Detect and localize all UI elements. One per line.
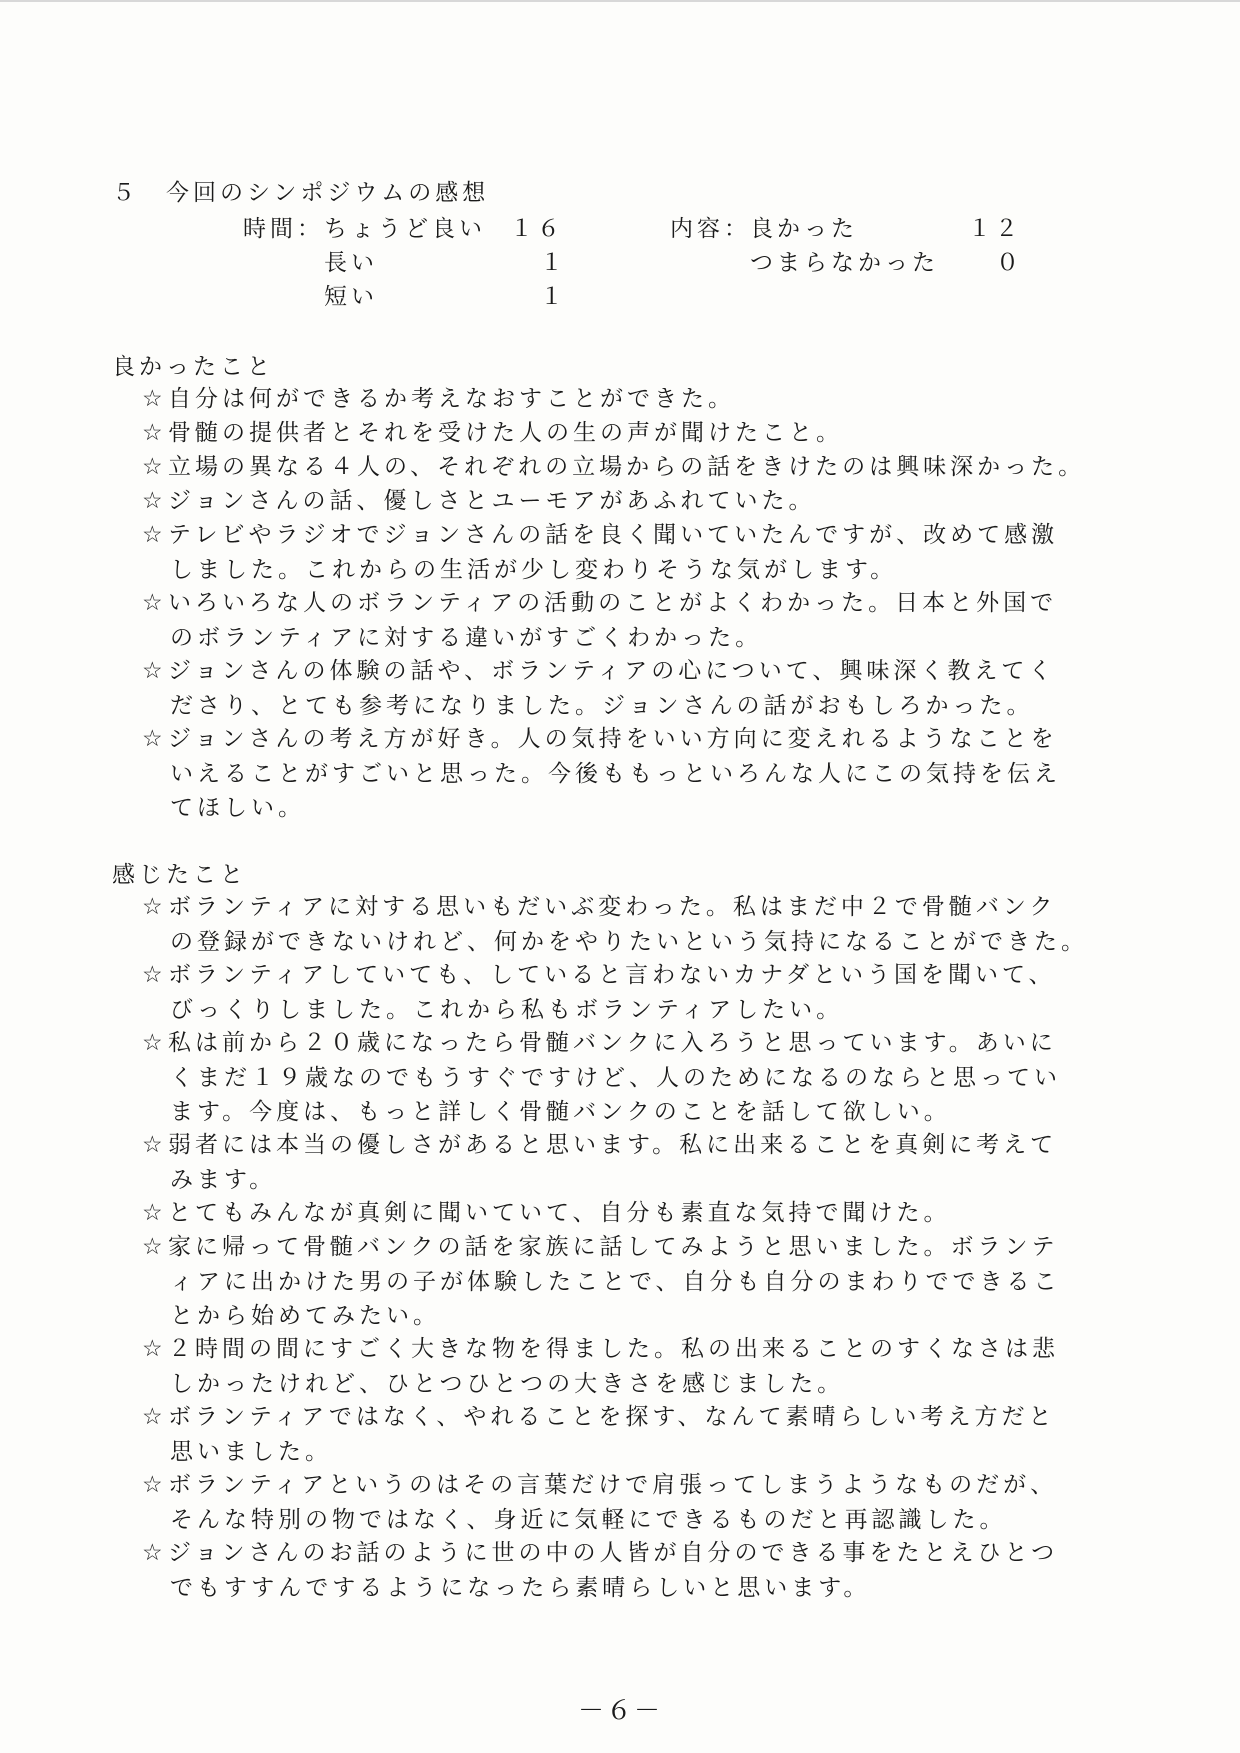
good-section-title: 良かったこと (112, 354, 274, 380)
time-option-count: １ (540, 284, 567, 310)
time-label: 時間： (243, 216, 324, 242)
time-option-label: ちょうど良い (324, 216, 486, 242)
list-item: ☆ ジョンさんの体験の話や、ボランティアの心について、興味深く教えてく ださり、とても参考になりました。ジョンさんの話がおもしろかった。 (142, 658, 1056, 719)
list-item: ☆ 立場の異なる４人の、それぞれの立場からの話をきけたのは興味深かった。 (142, 454, 1086, 480)
star-icon: ☆ (142, 590, 163, 616)
list-item: ☆ ジョンさんの考え方が好き。人の気持をいい方向に変えれるようなことを いえることがすごいと思った。今後ももっといろんな人にこの気持を伝え てほしい。 (142, 726, 1061, 821)
star-icon: ☆ (142, 1540, 163, 1566)
star-icon: ☆ (142, 522, 163, 548)
content-option-label: つまらなかった (750, 250, 939, 276)
list-item: ☆ テレビやラジオでジョンさんの話を良く聞いていたんですが、改めて感激 しました。これからの生活が少し変わりそうな気がします。 (142, 522, 1059, 583)
list-item: ☆ ボランティアしていても、していると言わないカナダという国を聞いて、 びっくりしました。これから私もボランティアしたい。 (142, 962, 1056, 1023)
list-item: ☆ ジョンさんの話、優しさとユーモアがあふれていた。 (142, 488, 816, 514)
star-icon: ☆ (142, 420, 163, 446)
page-number: －６－ (577, 1696, 662, 1726)
star-icon: ☆ (142, 1030, 163, 1056)
content-label: 内容： (670, 216, 751, 242)
star-icon: ☆ (142, 454, 163, 480)
list-item: ☆ 自分は何ができるか考えなおすことができた。 (142, 386, 735, 412)
list-item: ☆ ボランティアに対する思いもだいぶ変わった。私はまだ中２で骨髄バンク の登録ができないけれど、何かをやりたいという気持になることができた。 (142, 894, 1088, 955)
list-item: ☆ いろいろな人のボランティアの活動のことがよくわかった。日本と外国で のボランティアに対する違いがすごくわかった。 (142, 590, 1058, 651)
star-icon: ☆ (142, 1472, 163, 1498)
time-option-count: １ (540, 250, 567, 276)
star-icon: ☆ (142, 726, 163, 752)
star-icon: ☆ (142, 386, 163, 412)
star-icon: ☆ (142, 962, 163, 988)
star-icon: ☆ (142, 894, 163, 920)
section-heading: ５ 今回のシンポジウムの感想 (112, 180, 490, 206)
time-option-count: １６ (510, 216, 564, 242)
scan-edge (0, 0, 1240, 2)
star-icon: ☆ (142, 1234, 163, 1260)
list-item: ☆ ジョンさんのお話のように世の中の人皆が自分のできる事をたとえひとつ でもすすんでするようになったら素晴らしいと思います。 (142, 1540, 1059, 1601)
felt-section-title: 感じたこと (112, 862, 247, 888)
list-item: ☆ とてもみんなが真剣に聞いていて、自分も素直な気持で聞けた。 (142, 1200, 951, 1226)
time-option-label: 短い (324, 284, 378, 310)
star-icon: ☆ (142, 1200, 163, 1226)
star-icon: ☆ (142, 488, 163, 514)
content-option-count: １２ (968, 216, 1022, 242)
list-item: ☆ ２時間の間にすごく大きな物を得ました。私の出来ることのすくなさは悲 しかったけれど、ひとつひとつの大きさを感じました。 (142, 1336, 1059, 1397)
list-item: ☆ 弱者には本当の優しさがあると思います。私に出来ることを真剣に考えて みます。 (142, 1132, 1058, 1193)
star-icon: ☆ (142, 1336, 163, 1362)
list-item: ☆ 骨髄の提供者とそれを受けた人の生の声が聞けたこと。 (142, 420, 843, 446)
list-item: ☆ 私は前から２０歳になったら骨髄バンクに入ろうと思っています。あいに くまだ１９歳なのでもうすぐですけど、人のためになるのならと思ってい ます。今度は、もっと詳しく骨髄バンクのことを話して欲しい。 (142, 1030, 1061, 1125)
star-icon: ☆ (142, 658, 163, 684)
list-item: ☆ 家に帰って骨髄バンクの話を家族に話してみようと思いました。ボランテ ィアに出かけた男の子が体験したことで、自分も自分のまわりでできるこ とから始めてみたい。 (142, 1234, 1061, 1329)
content-option-count: ０ (996, 250, 1023, 276)
list-item: ☆ ボランティアというのはその言葉だけで肩張ってしまうようなものだが、 そんな特別の物ではなく、身近に気軽にできるものだと再認識した。 (142, 1472, 1058, 1533)
content-option-label: 良かった (750, 216, 858, 242)
time-option-label: 長い (324, 250, 378, 276)
list-item: ☆ ボランティアではなく、やれることを探す、なんて素晴らしい考え方だと 思いました。 (142, 1404, 1056, 1465)
star-icon: ☆ (142, 1132, 163, 1158)
star-icon: ☆ (142, 1404, 163, 1430)
